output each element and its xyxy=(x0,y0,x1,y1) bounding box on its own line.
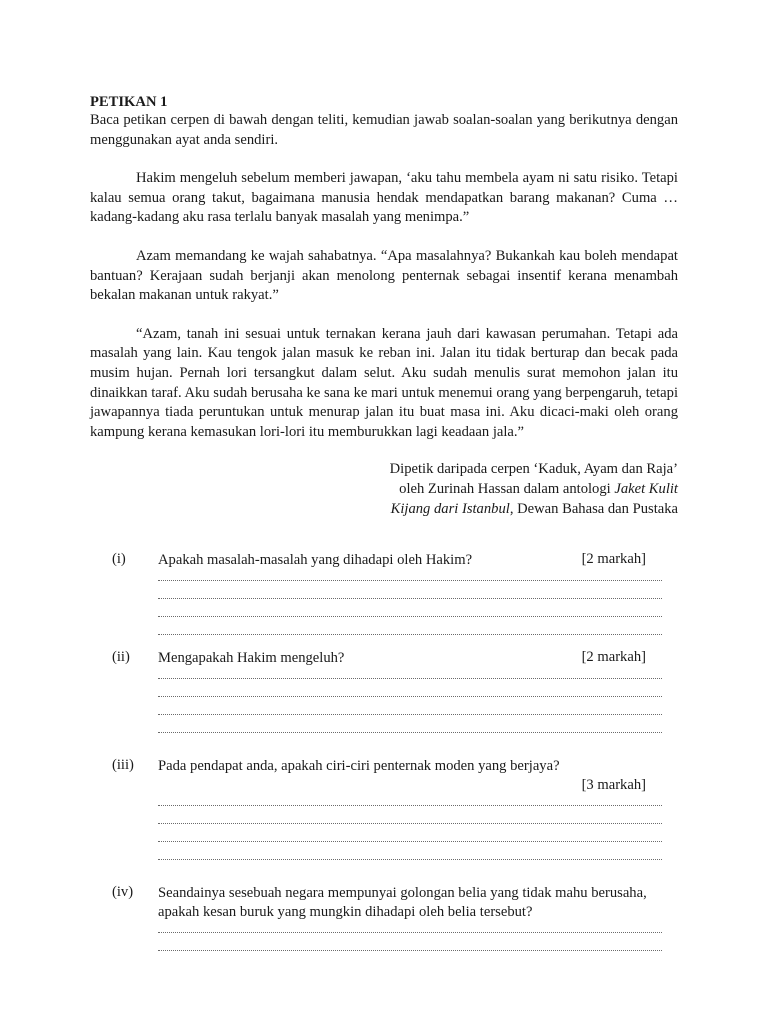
question-text: Seandainya sesebuah negara mempunyai golongan belia yang tidak mahu berusaha, apakah kesan buruk yang mungkin dihadapi oleh belia tersebut? xyxy=(158,885,647,921)
answer-line[interactable] xyxy=(158,933,662,951)
answer-line[interactable] xyxy=(158,806,662,824)
question-text: Pada pendapat anda, apakah ciri-ciri penternak moden yang berjaya? xyxy=(158,758,560,775)
answer-line[interactable] xyxy=(158,715,662,733)
instruction-text: Baca petikan cerpen di bawah dengan teliti, kemudian jawab soalan-soalan yang berikutnya dengan menggunakan ayat anda sendiri. xyxy=(90,112,678,148)
question-number: (i) xyxy=(112,551,126,568)
paragraph-2: Azam memandang ke wajah sahabatnya. “Apa masalahnya? Bukankah kau boleh mendapat bantuan? Kerajaan sudah berjanji akan menolong penternak sebagai insentif kerana menambah bekalan makanan untuk rakyat.” xyxy=(90,247,678,304)
answer-line[interactable] xyxy=(158,599,662,617)
answer-line[interactable] xyxy=(158,581,662,599)
question-list xyxy=(90,551,678,951)
answer-line[interactable] xyxy=(158,570,662,581)
credit-line-2: oleh Zurinah Hassan dalam antologi Jaket Kulit xyxy=(399,480,678,497)
answer-line[interactable] xyxy=(158,842,662,860)
question-marks: [3 markah] xyxy=(581,777,646,794)
answer-line[interactable] xyxy=(158,679,662,697)
question-text: Mengapakah Hakim mengeluh? xyxy=(158,650,345,667)
question-3 xyxy=(90,757,678,860)
question-number: (ii) xyxy=(112,649,130,666)
section-heading: PETIKAN 1 xyxy=(90,94,168,110)
answer-line[interactable] xyxy=(158,697,662,715)
answer-line[interactable] xyxy=(158,795,662,806)
question-number: (iv) xyxy=(112,884,134,901)
credit-line-1: Dipetik daripada cerpen ‘Kaduk, Ayam dan Raja’ xyxy=(389,461,678,478)
question-number: (iii) xyxy=(112,757,134,774)
credit-line-3: Kijang dari Istanbul, Dewan Bahasa dan Pustaka xyxy=(390,500,678,517)
source-credit xyxy=(90,460,678,519)
answer-line[interactable] xyxy=(158,922,662,933)
document-page xyxy=(90,93,678,951)
answer-line[interactable] xyxy=(158,824,662,842)
paragraph-3: “Azam, tanah ini sesuai untuk ternakan kerana jauh dari kawasan perumahan. Tetapi ada masalah yang lain. Kau tengok jalan masuk ke reban ini. Jalan itu tidak berturap dan becak pada musim hujan. Pernah lori tersangkut dalam selut. Aku sudah menulis surat memohon jalan itu dinaikkan taraf. Aku sudah berusaha ke sana ke mari untuk menemui orang yang berpengaruh, tetapi jawapannya tiada peruntukan untuk menurap jalan itu buat masa ini. Aku dicaci-maki oleh orang kampung kerana kemasukan lori-lori itu memburukkan lagi keadaan jala.” xyxy=(90,325,678,440)
question-2 xyxy=(90,649,678,733)
paragraph-1: Hakim mengeluh sebelum memberi jawapan, ‘aku tahu membela ayam ni satu risiko. Tetapi kalau semua orang takut, bagaimana manusia hendak mendapatkan barang makanan? Cuma … kadang-kadang aku rasa terlalu banyak masalah yang menimpa.” xyxy=(90,170,678,226)
question-text: Apakah masalah-masalah yang dihadapi oleh Hakim? xyxy=(158,552,473,569)
answer-line[interactable] xyxy=(158,617,662,635)
question-marks: [2 markah] xyxy=(581,551,646,568)
answer-line[interactable] xyxy=(158,668,662,679)
question-1 xyxy=(90,551,678,635)
question-4 xyxy=(90,884,678,951)
question-marks: [2 markah] xyxy=(581,649,646,666)
